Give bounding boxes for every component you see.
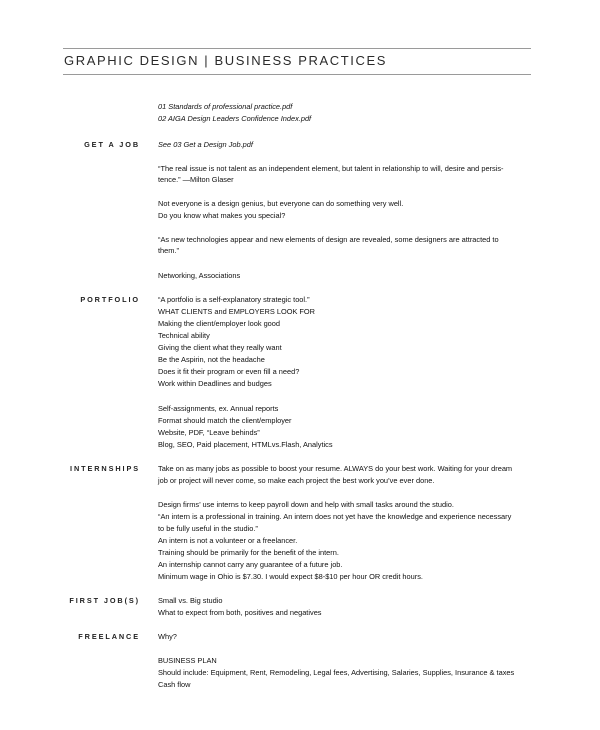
- body-line: Cash flow: [158, 680, 191, 689]
- body-line: job or project will never come, so make each project the best work you’ve ever done.: [158, 476, 435, 485]
- body-line: “A portfolio is a self-explanatory strategic tool.”: [158, 295, 310, 304]
- body-line: Self-assignments, ex. Annual reports: [158, 404, 279, 413]
- section-label-internships: INTERNSHIPS: [70, 464, 140, 473]
- body-line: Design firms’ use interns to keep payroll down and help with small tasks around the studio.: [158, 500, 454, 509]
- body-line: Small vs. Big studio: [158, 596, 223, 605]
- body-line: Do you know what makes you special?: [158, 211, 286, 220]
- body-line: What to expect from both, positives and negatives: [158, 608, 322, 617]
- body-line: Take on as many jobs as possible to boost your resume. ALWAYS do your best work. Waiting for your dream: [158, 464, 513, 473]
- body-line: Not everyone is a design genius, but everyone can do something very well.: [158, 199, 404, 208]
- top-rule: [63, 48, 531, 49]
- reference-line: See 03 Get a Design Job.pdf: [158, 140, 253, 149]
- body-line: Giving the client what they really want: [158, 343, 282, 352]
- section-label-portfolio: PORTFOLIO: [80, 295, 140, 304]
- body-line: Why?: [158, 632, 177, 641]
- body-line: Minimum wage in Ohio is $7.30. I would expect $8-$10 per hour OR credit hours.: [158, 572, 423, 581]
- body-line: WHAT CLIENTS and EMPLOYERS LOOK FOR: [158, 307, 316, 316]
- section-label-freelance: FREELANCE: [78, 632, 140, 641]
- body-line: Be the Aspirin, not the headache: [158, 355, 265, 364]
- body-line: Format should match the client/employer: [158, 416, 292, 425]
- body-line: An intern is not a volunteer or a freelancer.: [158, 536, 298, 545]
- body-line: An internship cannot carry any guarantee of a future job.: [158, 560, 343, 569]
- body-line: Training should be primarily for the benefit of the intern.: [158, 548, 339, 557]
- body-line: “An intern is a professional in training. An intern does not yet have the knowledge and experience necessary: [158, 512, 512, 521]
- reference-line: 01 Standards of professional practice.pdf: [158, 102, 293, 111]
- body-line: “As new technologies appear and new elements of design are revealed, some designers are attracted to: [158, 235, 499, 244]
- body-line: Website, PDF, “Leave behinds”: [158, 428, 260, 437]
- body-line: Blog, SEO, Paid placement, HTMLvs.Flash, Analytics: [158, 440, 333, 449]
- body-line: them.”: [158, 246, 179, 255]
- reference-line: 02 AIGA Design Leaders Confidence Index.pdf: [158, 114, 312, 123]
- body-line: Making the client/employer look good: [158, 319, 281, 328]
- body-line: Networking, Associations: [158, 271, 241, 280]
- body-line: Should include: Equipment, Rent, Remodeling, Legal fees, Advertising, Salaries, Supplies, Insurance & taxes: [158, 668, 515, 677]
- body-line: tence.” —Milton Glaser: [158, 175, 234, 184]
- body-line: Work within Deadlines and budges: [158, 379, 272, 388]
- body-line: “The real issue is not talent as an independent element, but talent in relationship to will, desire and persis-: [158, 164, 504, 173]
- title-rule: [63, 74, 531, 75]
- body-line: to be fully useful in the studio.”: [158, 524, 258, 533]
- section-label-get-a-job: GET A JOB: [84, 140, 140, 149]
- page-title: GRAPHIC DESIGN | BUSINESS PRACTICES: [64, 53, 388, 68]
- body-line: Technical ability: [158, 331, 210, 340]
- body-line: Does it fit their program or even fill a need?: [158, 367, 300, 376]
- body-line: BUSINESS PLAN: [158, 656, 217, 665]
- section-label-first-jobs: FIRST JOB(S): [69, 596, 140, 605]
